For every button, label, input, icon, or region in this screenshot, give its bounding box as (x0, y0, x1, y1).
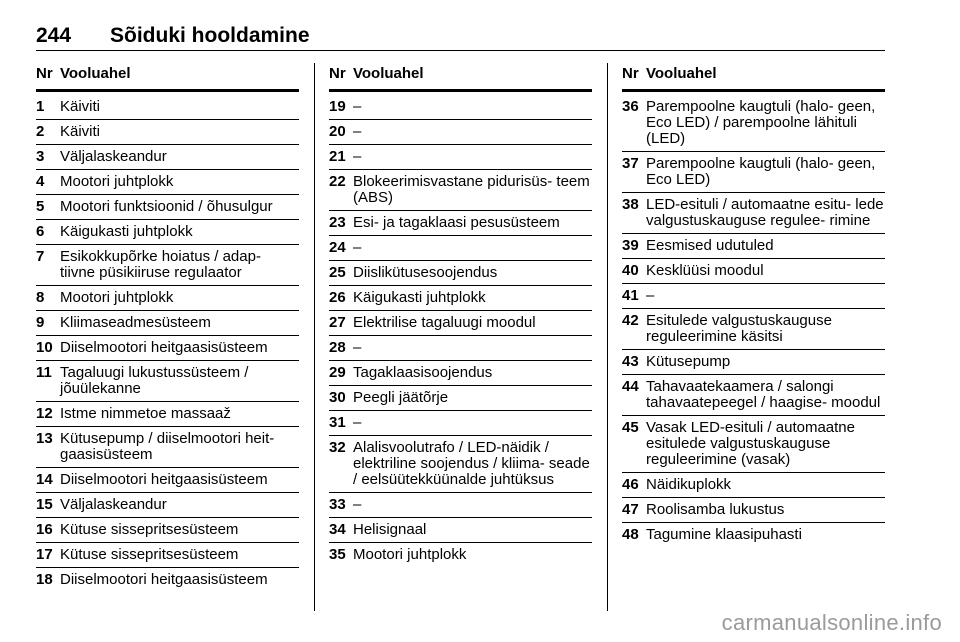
circuit-description: Kütusepump / diiselmootori heit- gaasisüsteem (60, 430, 275, 463)
header-divider (36, 50, 885, 51)
fuse-number: 15 (36, 496, 53, 513)
fuse-number: 38 (622, 196, 639, 213)
table-rows (622, 95, 885, 547)
circuit-description: Esi- ja tagaklaasi pesusüsteem (353, 214, 560, 231)
table-row (329, 261, 592, 286)
table-header (329, 63, 592, 92)
circuit-description: Kütusepump (646, 353, 731, 370)
circuit-description: Vasak LED-esituli / automaatne esitulede valgustuskauguse reguleerimine (vasak) (646, 419, 855, 468)
column-divider (607, 63, 608, 611)
table-row (36, 402, 299, 427)
column-header-nr: Nr (329, 65, 346, 82)
table-row (329, 336, 592, 361)
table-row (329, 411, 592, 436)
circuit-description: Kütuse sissepritsesüsteem (60, 521, 239, 538)
table-row (36, 468, 299, 493)
fuse-number: 14 (36, 471, 53, 488)
page-header (36, 24, 310, 52)
fuse-number: 27 (329, 314, 346, 331)
circuit-description: – (353, 414, 362, 431)
table-row (329, 386, 592, 411)
fuse-number: 19 (329, 98, 346, 115)
circuit-description: Diiselmootori heitgaasisüsteem (60, 571, 268, 588)
table-row (329, 311, 592, 336)
fuse-table-column-2 (329, 63, 592, 567)
circuit-description: Tagaluugi lukustussüsteem / jõuülekanne (60, 364, 249, 397)
circuit-description: Väljalaskeandur (60, 148, 167, 165)
table-row (329, 493, 592, 518)
table-header (622, 63, 885, 92)
circuit-description: LED-esituli / automaatne esitu- lede valgustuskauguse regulee- rimine (646, 196, 884, 229)
fuse-number: 20 (329, 123, 346, 140)
fuse-number: 34 (329, 521, 346, 538)
table-row (329, 120, 592, 145)
circuit-description: Diiselmootori heitgaasisüsteem (60, 471, 268, 488)
fuse-number: 44 (622, 378, 639, 395)
fuse-number: 11 (36, 364, 52, 381)
table-row (36, 568, 299, 592)
table-row (36, 195, 299, 220)
fuse-number: 16 (36, 521, 53, 538)
circuit-description: Blokeerimisvastane pidurisüs- teem (ABS) (353, 173, 590, 206)
circuit-description: Istme nimmetoe massaaž (60, 405, 231, 422)
circuit-description: Mootori juhtplokk (353, 546, 467, 563)
fuse-number: 37 (622, 155, 639, 172)
fuse-number: 17 (36, 546, 53, 563)
fuse-number: 3 (36, 148, 45, 165)
fuse-number: 1 (36, 98, 45, 115)
circuit-description: – (646, 287, 655, 304)
column-header-circuit: Vooluahel (353, 65, 424, 82)
column-header-nr: Nr (36, 65, 53, 82)
table-row (622, 152, 885, 193)
table-row (36, 543, 299, 568)
fuse-number: 46 (622, 476, 639, 493)
circuit-description: – (353, 148, 362, 165)
table-row (329, 543, 592, 567)
table-row (36, 518, 299, 543)
table-row (622, 193, 885, 234)
circuit-description: Eesmised udutuled (646, 237, 774, 254)
table-row (329, 211, 592, 236)
circuit-description: Diiselmootori heitgaasisüsteem (60, 339, 268, 356)
table-row (622, 309, 885, 350)
fuse-number: 40 (622, 262, 639, 279)
circuit-description: Peegli jäätõrje (353, 389, 449, 406)
table-row (329, 518, 592, 543)
fuse-number: 29 (329, 364, 346, 381)
table-row (622, 473, 885, 498)
table-rows (36, 95, 299, 592)
table-row (329, 286, 592, 311)
table-row (329, 145, 592, 170)
fuse-number: 9 (36, 314, 45, 331)
circuit-description: – (353, 123, 362, 140)
fuse-number: 25 (329, 264, 346, 281)
fuse-number: 42 (622, 312, 639, 329)
circuit-description: Mootori funktsioonid / õhusulgur (60, 198, 273, 215)
circuit-description: Parempoolne kaugtuli (halo- geen, Eco LED) (646, 155, 876, 188)
table-row (36, 286, 299, 311)
circuit-description: Käiviti (60, 98, 101, 115)
circuit-description: Kliimaseadmesüsteem (60, 314, 211, 331)
fuse-number: 4 (36, 173, 45, 190)
circuit-description: Esitulede valgustuskauguse reguleerimine käsitsi (646, 312, 832, 345)
fuse-number: 7 (36, 248, 45, 265)
fuse-number: 12 (36, 405, 53, 422)
fuse-number: 5 (36, 198, 45, 215)
table-rows (329, 95, 592, 567)
fuse-number: 26 (329, 289, 346, 306)
table-row (36, 120, 299, 145)
table-row (622, 350, 885, 375)
circuit-description: Roolisamba lukustus (646, 501, 785, 518)
circuit-description: Helisignaal (353, 521, 427, 538)
circuit-description: Mootori juhtplokk (60, 173, 174, 190)
table-row (36, 245, 299, 286)
watermark: carmanualsonline.info (721, 610, 942, 635)
circuit-description: Käigukasti juhtplokk (60, 223, 193, 240)
fuse-number: 6 (36, 223, 45, 240)
circuit-description: – (353, 496, 362, 513)
fuse-number: 45 (622, 419, 639, 436)
table-row (622, 523, 885, 547)
fuse-number: 36 (622, 98, 639, 115)
column-header-circuit: Vooluahel (60, 65, 131, 82)
table-row (36, 170, 299, 195)
table-row (622, 375, 885, 416)
table-row (36, 336, 299, 361)
fuse-number: 2 (36, 123, 45, 140)
fuse-number: 21 (329, 148, 346, 165)
fuse-number: 8 (36, 289, 45, 306)
table-row (329, 436, 592, 493)
table-row (36, 145, 299, 170)
fuse-number: 24 (329, 239, 346, 256)
fuse-number: 22 (329, 173, 346, 190)
circuit-description: Tagumine klaasipuhasti (646, 526, 802, 543)
table-row (622, 95, 885, 152)
circuit-description: Kesklüüsi moodul (646, 262, 764, 279)
circuit-description: Diislikütusesoojendus (353, 264, 498, 281)
fuse-number: 35 (329, 546, 346, 563)
column-header-nr: Nr (622, 65, 639, 82)
fuse-number: 48 (622, 526, 639, 543)
circuit-description: Parempoolne kaugtuli (halo- geen, Eco LED) / parempoolne lähituli (LED) (646, 98, 876, 147)
table-row (36, 95, 299, 120)
circuit-description: Väljalaskeandur (60, 496, 167, 513)
circuit-description: Tagaklaasisoojendus (353, 364, 493, 381)
table-row (36, 493, 299, 518)
column-divider (314, 63, 315, 611)
fuse-number: 13 (36, 430, 53, 447)
circuit-description: Käiviti (60, 123, 101, 140)
fuse-table-column-1 (36, 63, 299, 592)
fuse-number: 33 (329, 496, 346, 513)
fuse-number: 10 (36, 339, 53, 356)
fuse-number: 31 (329, 414, 346, 431)
table-header (36, 63, 299, 92)
circuit-description: Tahavaatekaamera / salongi tahavaatepeegel / haagise- moodul (646, 378, 881, 411)
table-row (36, 361, 299, 402)
fuse-number: 32 (329, 439, 346, 456)
table-row (622, 259, 885, 284)
table-row (36, 311, 299, 336)
fuse-number: 39 (622, 237, 639, 254)
table-row (622, 498, 885, 523)
circuit-description: – (353, 98, 362, 115)
table-row (329, 95, 592, 120)
fuse-number: 30 (329, 389, 346, 406)
table-row (329, 170, 592, 211)
table-row (622, 416, 885, 473)
fuse-number: 41 (622, 287, 639, 304)
table-row (622, 234, 885, 259)
table-row (622, 284, 885, 309)
fuse-number: 43 (622, 353, 639, 370)
page-number: 244 (36, 24, 72, 47)
table-row (36, 427, 299, 468)
table-row (329, 236, 592, 261)
fuse-number: 18 (36, 571, 53, 588)
circuit-description: Kütuse sissepritsesüsteem (60, 546, 239, 563)
circuit-description: Esikokkupõrke hoiatus / adap- tiivne püsikiiruse regulaator (60, 248, 261, 281)
fuse-number: 28 (329, 339, 346, 356)
fuse-table-column-3 (622, 63, 885, 547)
circuit-description: – (353, 239, 362, 256)
page-title: Sõiduki hooldamine (110, 24, 310, 47)
column-header-circuit: Vooluahel (646, 65, 717, 82)
circuit-description: Elektrilise tagaluugi moodul (353, 314, 536, 331)
fuse-number: 23 (329, 214, 346, 231)
circuit-description: Alalisvoolutrafo / LED-näidik / elektriline soojendus / kliima- seade / eelsüütekküünalde juhtüksus (353, 439, 590, 488)
circuit-description: Näidikuplokk (646, 476, 732, 493)
circuit-description: – (353, 339, 362, 356)
table-row (329, 361, 592, 386)
fuse-number: 47 (622, 501, 639, 518)
circuit-description: Mootori juhtplokk (60, 289, 174, 306)
circuit-description: Käigukasti juhtplokk (353, 289, 486, 306)
table-row (36, 220, 299, 245)
